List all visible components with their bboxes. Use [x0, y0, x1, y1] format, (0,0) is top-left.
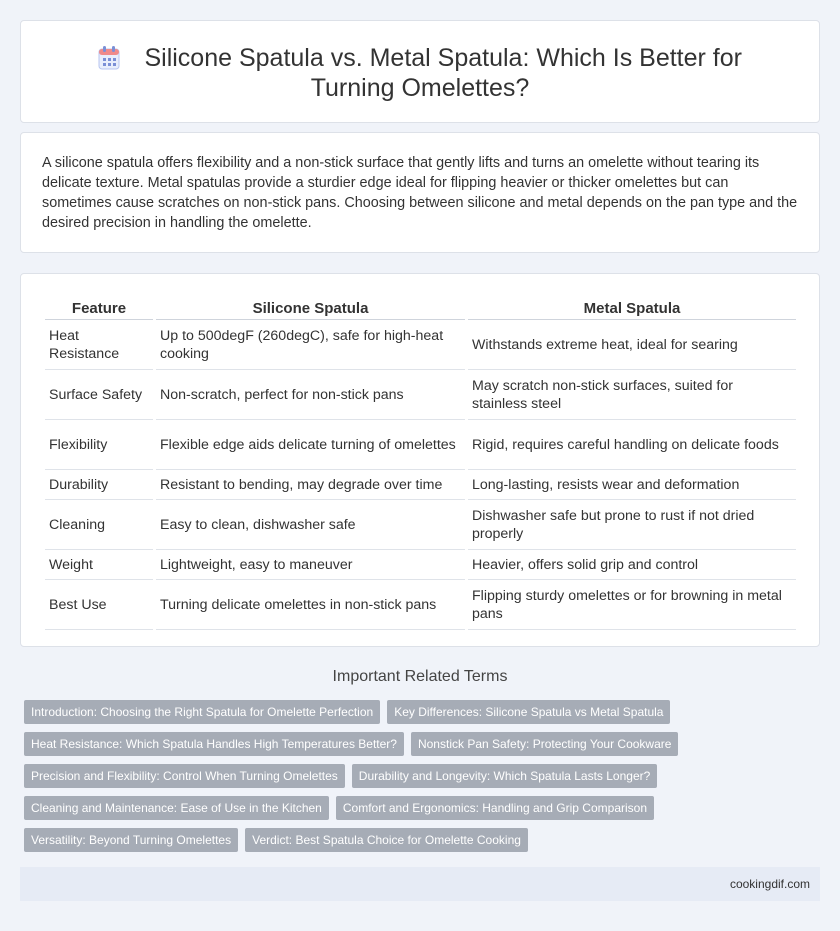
comparison-table	[42, 294, 799, 630]
related-term-tag[interactable]: Nonstick Pan Safety: Protecting Your Cookware	[411, 732, 678, 756]
table-cell: Cleaning	[45, 500, 153, 550]
table-cell: Rigid, requires careful handling on delicate foods	[468, 420, 796, 470]
intro-card	[20, 132, 820, 253]
table-cell: Flexibility	[45, 420, 153, 470]
table-row	[45, 470, 796, 500]
table-header-row	[45, 294, 796, 320]
table-row	[45, 320, 796, 370]
footer	[20, 867, 820, 901]
table-row	[45, 420, 796, 470]
table-cell: Surface Safety	[45, 370, 153, 420]
related-term-tag[interactable]: Verdict: Best Spatula Choice for Omelette Cooking	[245, 828, 528, 852]
header-metal: Metal Spatula	[468, 294, 796, 320]
table-cell: Flipping sturdy omelettes or for browning in metal pans	[468, 580, 796, 630]
table-cell: Durability	[45, 470, 153, 500]
table-cell: Dishwasher safe but prone to rust if not dried properly	[468, 500, 796, 550]
related-term-tag[interactable]: Versatility: Beyond Turning Omelettes	[24, 828, 238, 852]
related-terms-heading: Important Related Terms	[332, 668, 508, 685]
table-cell: Lightweight, easy to maneuver	[156, 550, 465, 580]
title-card	[20, 20, 820, 123]
table-cell: Non-scratch, perfect for non-stick pans	[156, 370, 465, 420]
table-cell: Best Use	[45, 580, 153, 630]
table-row	[45, 580, 796, 630]
table-cell: Long-lasting, resists wear and deformation	[468, 470, 796, 500]
intro-paragraph: A silicone spatula offers flexibility and a non-stick surface that gently lifts and turns an omelette without tearing its delicate texture. Metal spatulas provide a sturdier edge ideal for flipping heavier or thicker omelettes but can sometimes cause scratches on non-stick pans. Choosing between silicone and metal depends on the pan type and the desired precision in handling the omelette.	[42, 155, 798, 231]
header-feature: Feature	[45, 294, 153, 320]
table-cell: Easy to clean, dishwasher safe	[156, 500, 465, 550]
page-title: Silicone Spatula vs. Metal Spatula: Which Is Better for Turning Omelettes?	[144, 44, 742, 102]
table-row	[45, 370, 796, 420]
table-cell: Weight	[45, 550, 153, 580]
related-term-tag[interactable]: Cleaning and Maintenance: Ease of Use in the Kitchen	[24, 796, 329, 820]
table-row	[45, 550, 796, 580]
table-cell: Heat Resistance	[45, 320, 153, 370]
table-row	[45, 500, 796, 550]
calendar-icon	[98, 46, 120, 70]
table-cell: Flexible edge aids delicate turning of omelettes	[156, 420, 465, 470]
table-cell: Turning delicate omelettes in non-stick pans	[156, 580, 465, 630]
related-term-tag[interactable]: Durability and Longevity: Which Spatula Lasts Longer?	[352, 764, 658, 788]
related-term-tag[interactable]: Introduction: Choosing the Right Spatula for Omelette Perfection	[24, 700, 380, 724]
table-cell: Heavier, offers solid grip and control	[468, 550, 796, 580]
related-terms-list	[24, 700, 824, 860]
related-term-tag[interactable]: Key Differences: Silicone Spatula vs Metal Spatula	[387, 700, 670, 724]
footer-site-name[interactable]: cookingdif.com	[729, 877, 810, 891]
related-term-tag[interactable]: Comfort and Ergonomics: Handling and Grip Comparison	[336, 796, 654, 820]
related-term-tag[interactable]: Precision and Flexibility: Control When Turning Omelettes	[24, 764, 345, 788]
header-silicone: Silicone Spatula	[156, 294, 465, 320]
comparison-card	[20, 273, 820, 647]
table-cell: Up to 500degF (260degC), safe for high-heat cooking	[156, 320, 465, 370]
table-cell: Withstands extreme heat, ideal for searing	[468, 320, 796, 370]
related-term-tag[interactable]: Heat Resistance: Which Spatula Handles High Temperatures Better?	[24, 732, 404, 756]
table-cell: Resistant to bending, may degrade over time	[156, 470, 465, 500]
table-cell: May scratch non-stick surfaces, suited for stainless steel	[468, 370, 796, 420]
